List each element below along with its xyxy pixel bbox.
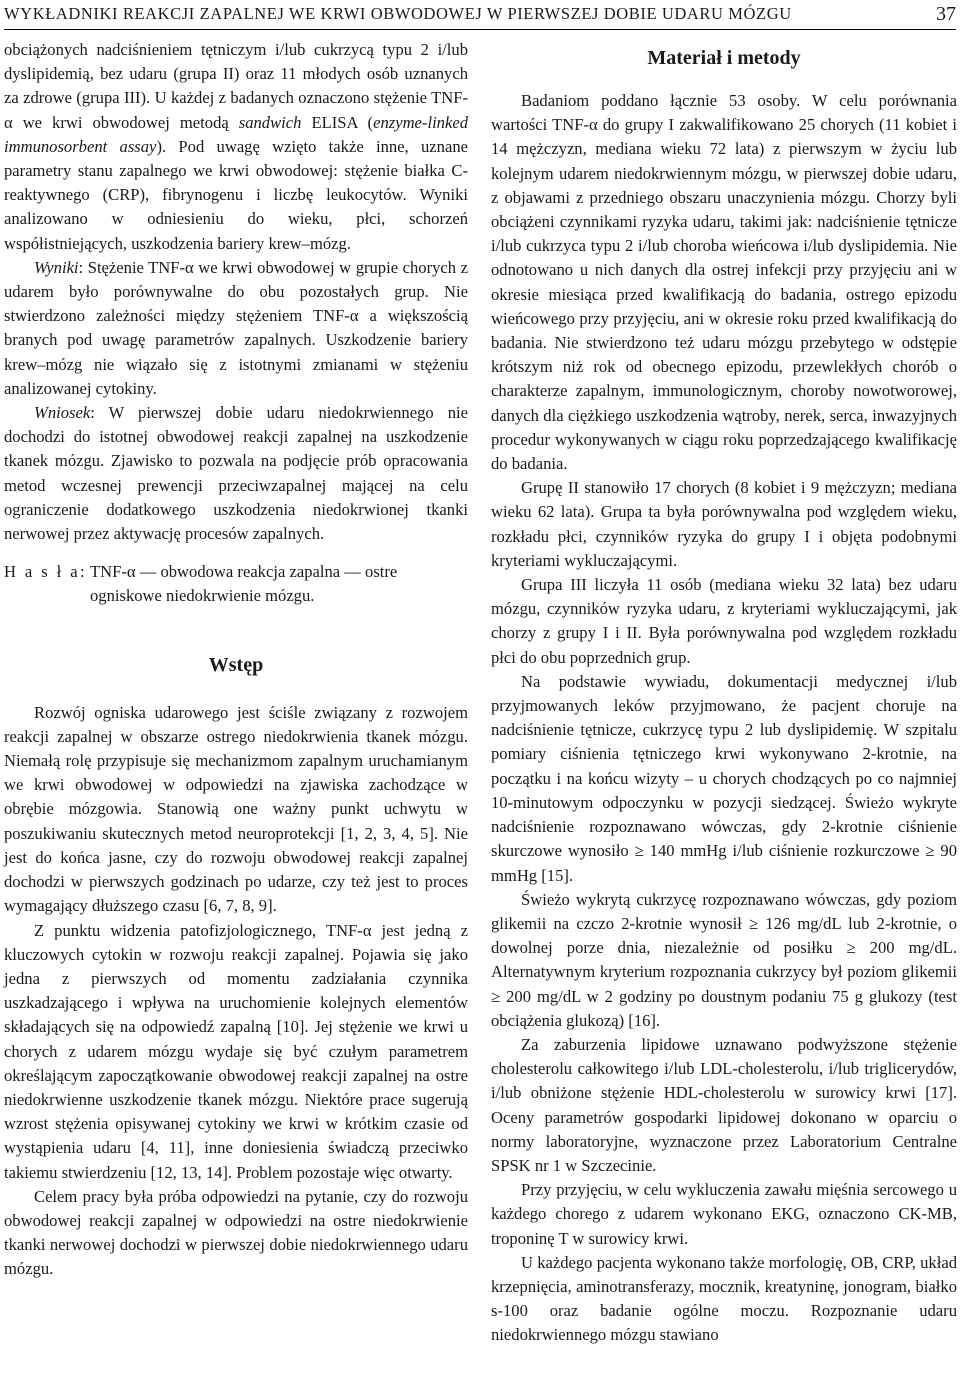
intro-paragraph-3: Celem pracy była próba odpowiedzi na pytanie, czy do rozwoju obwodowej reakcji zapalnej w odpowiedzi na ostre niedokrwienie tkanki nerwowej dochodzi w pierwszej dobie niedokrwiennego udaru mózgu. [4, 1186, 468, 1279]
methods-paragraph-2: Grupę II stanowiło 17 chorych (8 kobiet i 9 mężczyzn; mediana wieku 62 lata). Grupa ta była porównywalna pod względem wieku, rozkładu płci, czynników ryzyka do grupy I i objęta podobnymi kryteriami wykluczającymi. [491, 478, 957, 570]
abstract-methods-paragraph: obciążonych nadciśnieniem tętniczym i/lub cukrzycą typu 2 i/lub dyslipidemią, bez udaru (grupa II) oraz 11 młodych osób uznanych za zdrowe (grupa III). U każdej z badanych oznaczono stężenie TNF-α we krwi obwodowej metodą sandwich ELISA (enzyme-linked immunosorbent assay). Pod uwagę wzięto także inne, uznane parametry stanu zapalnego we krwi obwodowej: stężenie białka C-reaktywnego (CRP), fibrynogenu i liczbę leukocytów. Wyniki analizowano w odniesieniu do wieku, płci, schorzeń współistniejących, uszkodzenia bariery krew–mózg. [4, 40, 468, 253]
keywords-text: TNF-α — obwodowa reakcja zapalna — ostre ogniskowe niedokrwienie mózgu. [90, 562, 398, 606]
methods-paragraph-8: U każdego pacjenta wykonano także morfologię, OB, CRP, układ krzepnięcia, aminotransferazy, mocznik, kreatyninę, jonogram, białko s-100 oraz badanie ogólne moczu. Rozpoznanie udaru niedokrwiennego mózgu stawiano [491, 1252, 957, 1345]
elisa-term: enzyme-linked immunosorbent assay [4, 112, 468, 156]
intro-heading: Wstęp [208, 653, 264, 676]
intro-paragraph-1: Rozwój ogniska udarowego jest ściśle związany z rozwojem reakcji zapalnej w obszarze ostrego niedokrwienia tkanek mózgu. Niemałą rolę przypisuje się mechanizmom zapalnym uruchamianym we krwi obwodowej w odpowiedzi na zjawiska zachodzące w obrębie mózgowia. Stanowią one ważny punkt uchwytu w poszukiwaniu skutecznych metod neuroprotekcji [1, 2, 3, 4, 5]. Nie jest do końca jasne, czy do rozwoju obwodowej reakcji zapalnej dochodzi w pierwszych godzinach po udarze, czy też jest to proces wymagający dłuższego czasu [6, 7, 8, 9]. [4, 702, 468, 916]
right-column [491, 38, 957, 1348]
running-title: WYKŁADNIKI REAKCJI ZAPALNEJ WE KRWI OBWODOWEJ W PIERWSZEJ DOBIE UDARU MÓZGU [4, 4, 792, 23]
keywords-label: H a s ł a: [4, 562, 87, 582]
conclusion-label: Wniosek [34, 403, 91, 423]
abstract-conclusion-paragraph: Wniosek: W pierwszej dobie udaru niedokrwiennego nie dochodzi do istotnej obwodowej reakcji zapalnej na uszkodzenie tkanek mózgu. Zjawisko to pozwala na podjęcie prób opracowania metod wczesnej prewencji przeciwzapalnej mającej na celu ograniczenie dodatkowego uszkodzenia niedokrwionej tkanki nerwowej przez aktywację procesów zapalnych. [4, 403, 468, 544]
methods-paragraph-6: Za zaburzenia lipidowe uznawano podwyższone stężenie cholesterolu całkowitego i/lub LDL-cholesterolu, i/lub triglicerydów, i/lub obniżone stężenie HDL-cholesterolu w surowicy krwi [17]. Oceny parametrów gospodarki lipidowej dokonano w oparciu o normy laboratoryjne, wyznaczone przez Laboratorium Centralne SPSK nr 1 w Szczecinie. [491, 1034, 957, 1175]
left-column [4, 38, 468, 1282]
sandwich-term: sandwich [238, 112, 302, 132]
methods-paragraph-5: Świeżo wykrytą cukrzycę rozpoznawano wówczas, gdy poziom glikemii na czczo 2-krotnie wynosił ≥ 126 mg/dL lub 2-krotnie, o dowolnej porze dnia, niezależnie od posiłku ≥ 200 mg/dL. Alternatywnym kryterium rozpoznania cukrzycy był poziom glikemii ≥ 200 mg/dL w 2 godziny po doustnym podaniu 75 g glukozy (test obciążenia glukozą) [16]. [491, 889, 957, 1030]
intro-paragraph-2: Z punktu widzenia patofizjologicznego, TNF-α jest jedną z kluczowych cytokin w rozwoju reakcji zapalnej. Pojawia się jako jedna z pierwszych od momentu zadziałania czynnika uszkadzającego i wpływa na uruchomienie kolejnych elementów składających się na odpowiedź zapalną [10]. Jej stężenie we krwi u chorych z udarem mózgu wydaje się być czułym parametrem określającym zapoczątkowanie obwodowej reakcji zapalnej na ostre niedokrwienne uszkodzenie tkanek mózgu. Niektóre prace sugerują wzrost stężenia opisywanej cytokiny we krwi w krótkim czasie od wystąpienia udaru [4, 11], inne doniesienia świadczą przeciwko takiemu stwierdzeniu [12, 13, 14]. Problem pozostaje więc otwarty. [4, 920, 468, 1182]
results-label: Wyniki [34, 257, 79, 277]
methods-paragraph-1: Badaniom poddano łącznie 53 osoby. W celu porównania wartości TNF-α do grupy I zakwalifikowano 25 chorych (11 kobiet i 14 mężczyzn, mediana wieku 72 lata) z pierwszym w życiu lub kolejnym udarem niedokrwiennym mózgu, w pierwszej dobie udaru, z objawami z przedniego obszaru unaczynienia mózgu. Chorzy byli obciążeni czynnikami ryzyka udaru, takimi jak: nadciśnienie tętnicze i/lub cukrzyca typu 2 i/lub choroba wieńcowa i/lub dyslipidemia. Nie odnotowano u nich danych dla ostrej infekcji przy przyjęciu ani w okresie miesiąca przed kwalifikacją do badania, ostrego epizodu wieńcowego przy przyjęciu, ani w okresie roku przed kwalifikacją do badania. Nie stwierdzono też udaru mózgu przebytego w odstępie krótszym niż rok od obecnego epizodu, przewlekłych chorób o charakterze zapalnym, immunologicznym, choroby nowotworowej, danych dla ciężkiego uszkodzenia wątroby, nerek, serca, inwazyjnych procedur wykonywanych w ciągu roku poprzedzającego kwalifikację do badania. [491, 91, 957, 474]
abstract-results-paragraph: Wyniki: Stężenie TNF-α we krwi obwodowej w grupie chorych z udarem było porównywalne do obu pozostałych grup. Nie stwierdzono zależności między stężeniem TNF-α a większością branych pod uwagę parametrów zapalnych. Uszkodzenie bariery krew–mózg nie wiązało się z istotnymi zmianami w stężeniu analizowanej cytokiny. [4, 257, 468, 398]
methods-paragraph-4: Na podstawie wywiadu, dokumentacji medycznej i/lub przyjmowanych leków przyjmowano, że pacjent choruje na nadciśnienie tętnicze, cukrzycę typu 2 lub dyslipidemię. W szpitalu pomiary ciśnienia tętniczego krwi wykonywano 2-krotnie, na początku i na końcu wizyty – u chorych chodzących po co najmniej 10-minutowym odpoczynku w pozycji siedzącej. Świeżo wykryte nadciśnienie rozpoznawano wówczas, gdy 2-krotnie ciśnienie skurczowe wynosiło ≥ 140 mmHg i/lub ciśnienie rozkurczowe ≥ 90 mmHg [15]. [491, 671, 957, 885]
keywords [4, 560, 468, 608]
methods-heading: Materiał i metody [647, 47, 801, 69]
methods-paragraph-7: Przy przyjęciu, w celu wykluczenia zawału mięśnia sercowego u każdego chorego z udarem wykonano EKG, oznaczono CK-MB, troponinę T w surowicy krwi. [491, 1180, 957, 1248]
methods-paragraph-3: Grupa III liczyła 11 osób (mediana wieku 32 lata) bez udaru mózgu, czynników ryzyka udaru, z kryteriami wykluczającymi, jak chorzy z grupy I i II. Była porównywalna pod względem rozkładu płci do obu poprzednich grup. [491, 575, 957, 667]
running-head [4, 3, 956, 30]
page-number: 37 [936, 3, 956, 25]
